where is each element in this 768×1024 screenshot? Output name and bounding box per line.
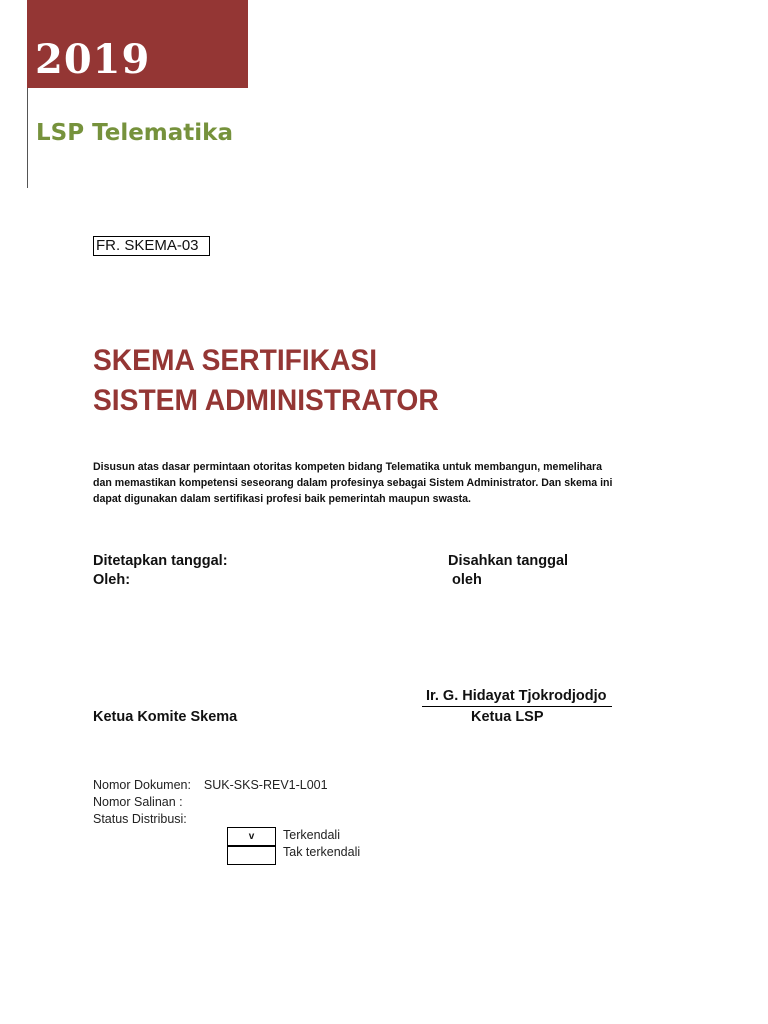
signatory-name: Ir. G. Hidayat Tjokrodjodjo	[422, 689, 612, 707]
distribution-status-label: Status Distribusi:	[93, 812, 187, 826]
document-title-line-1: SKEMA SERTIFIKASI	[93, 344, 378, 377]
year-label: 2019	[35, 36, 151, 83]
document-number-label: Nomor Dokumen:	[93, 778, 191, 792]
uncontrolled-checkbox[interactable]	[227, 846, 276, 865]
uncontrolled-option-label: Tak terkendali	[283, 845, 361, 859]
controlled-option-label: Terkendali	[283, 828, 340, 842]
approved-by-label: oleh	[452, 572, 482, 588]
description-line: Disusun atas dasar permintaan otoritas kompeten bidang Telematika untuk membangun, memelihara	[93, 461, 603, 473]
controlled-checkbox[interactable]: v	[227, 827, 276, 846]
approved-date-label: Disahkan tanggal	[448, 553, 569, 569]
left-signatory-role: Ketua Komite Skema	[93, 709, 238, 725]
form-code-box: FR. SKEMA-03	[93, 236, 210, 256]
description-line: dapat digunakan dalam sertifikasi profesi baik pemerintah maupun swasta.	[93, 493, 471, 505]
established-by-label: Oleh:	[93, 572, 131, 588]
organization-name: LSP Telematika	[36, 120, 233, 146]
document-number-row	[93, 779, 328, 792]
vertical-divider	[27, 88, 28, 188]
document-title-line-2: SISTEM ADMINISTRATOR	[93, 384, 439, 417]
established-date-label: Ditetapkan tanggal:	[93, 553, 228, 569]
description-line: dan memastikan kompetensi seseorang dalam profesinya sebagai Sistem Administrator. Dan skema ini	[93, 477, 613, 489]
description-paragraph	[93, 459, 683, 507]
year-banner	[27, 0, 248, 88]
right-signatory-role: Ketua LSP	[471, 709, 544, 725]
document-number-value: SUK-SKS-REV1-L001	[203, 778, 328, 792]
copy-number-label: Nomor Salinan :	[93, 795, 183, 809]
